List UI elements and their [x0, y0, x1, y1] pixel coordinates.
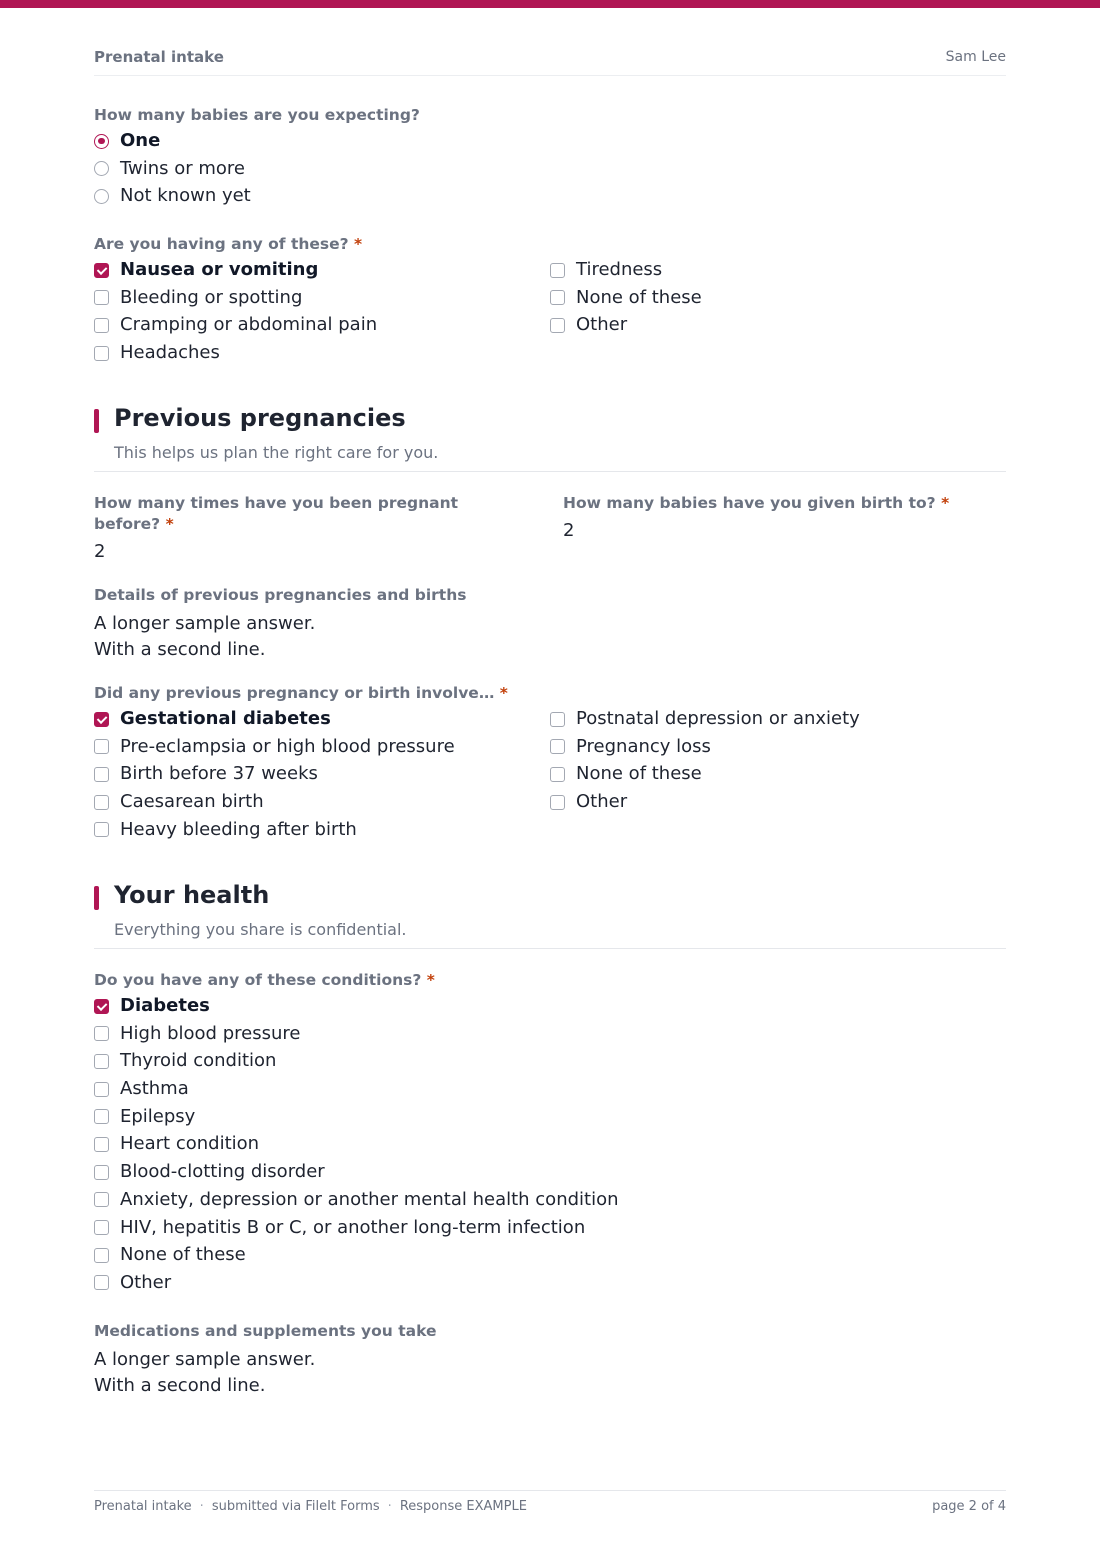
checkbox-icon[interactable] — [94, 1192, 109, 1207]
required-marker: * — [941, 494, 950, 512]
checkbox-postnatal-depression[interactable] — [550, 705, 860, 733]
checkbox-headaches[interactable] — [94, 339, 377, 367]
checkbox-icon[interactable] — [550, 767, 565, 782]
question-previous-complications — [94, 683, 1006, 853]
checkbox-icon[interactable] — [94, 1220, 109, 1235]
option-label: HIV, hepatitis B or C, or another long-term infection — [120, 1216, 586, 1238]
radio-icon[interactable] — [94, 189, 109, 204]
option-label: Anxiety, depression or another mental health condition — [120, 1188, 619, 1210]
option-label: Other — [576, 791, 628, 813]
checkbox-icon[interactable] — [550, 290, 565, 305]
question-label — [94, 970, 1006, 991]
option-label: Caesarean birth — [120, 791, 264, 813]
option-label: Other — [120, 1271, 172, 1293]
required-marker: * — [354, 235, 363, 253]
radio-option-twins[interactable] — [94, 155, 1006, 183]
checkbox-mental-health[interactable] — [94, 1186, 1006, 1214]
question-pregnancy-details — [94, 585, 1006, 663]
question-babies-born — [563, 493, 1006, 544]
question-text: How many times have you been pregnant before? — [94, 494, 459, 533]
option-label: Other — [576, 314, 628, 336]
required-marker: * — [426, 971, 435, 989]
checkbox-other[interactable] — [94, 1269, 1006, 1297]
checkbox-icon[interactable] — [94, 1026, 109, 1041]
checkbox-thyroid[interactable] — [94, 1047, 1006, 1075]
answer-line: A longer sample answer. — [94, 1349, 316, 1370]
answer-line: A longer sample answer. — [94, 613, 316, 634]
option-label: Pre-eclampsia or high blood pressure — [120, 735, 455, 757]
checkbox-icon[interactable] — [550, 739, 565, 754]
option-label: Bleeding or spotting — [120, 286, 303, 308]
checkbox-icon[interactable] — [550, 263, 565, 278]
answer-line: With a second line. — [94, 1375, 266, 1396]
question-medications — [94, 1321, 1006, 1399]
checkbox-icon[interactable] — [94, 1165, 109, 1180]
section-accent-bar — [94, 409, 99, 433]
footer-separator: · — [387, 1499, 392, 1514]
option-label: Diabetes — [120, 995, 210, 1016]
required-marker: * — [165, 515, 174, 533]
footer-submitted: submitted via FileIt Forms — [211, 1499, 380, 1514]
option-label: Gestational diabetes — [120, 708, 331, 729]
option-label: Heart condition — [120, 1133, 260, 1155]
question-label — [94, 234, 1006, 255]
checkbox-caesarean[interactable] — [94, 788, 455, 816]
question-babies-expected — [94, 105, 1006, 210]
form-title: Prenatal intake — [94, 48, 224, 66]
checkbox-epilepsy[interactable] — [94, 1103, 1006, 1131]
section-title: Your health — [114, 881, 270, 909]
checkbox-heavy-bleeding[interactable] — [94, 816, 455, 844]
question-label — [94, 493, 494, 535]
option-label: Thyroid condition — [120, 1050, 277, 1072]
checkbox-none[interactable] — [550, 284, 702, 312]
checkbox-tiredness[interactable] — [550, 256, 702, 284]
section-your-health — [94, 881, 1006, 949]
checkbox-bleeding[interactable] — [94, 284, 377, 312]
option-label: High blood pressure — [120, 1022, 301, 1044]
footer-response-id: Response EXAMPLE — [399, 1499, 527, 1514]
checkbox-checked-icon[interactable] — [94, 999, 109, 1014]
checkbox-checked-icon[interactable] — [94, 712, 109, 727]
option-label: Twins or more — [120, 157, 246, 179]
checkbox-icon[interactable] — [94, 1275, 109, 1290]
checkbox-icon[interactable] — [94, 290, 109, 305]
checkbox-cramping[interactable] — [94, 311, 377, 339]
radio-selected-icon[interactable] — [94, 134, 109, 149]
answer-value: 2 — [563, 520, 575, 541]
question-symptoms — [94, 234, 1006, 374]
checkbox-high-blood-pressure[interactable] — [94, 1020, 1006, 1048]
radio-option-not-known[interactable] — [94, 182, 1006, 210]
option-label: Heavy bleeding after birth — [120, 818, 357, 840]
footer-meta — [94, 1499, 527, 1514]
checkbox-other[interactable] — [550, 788, 860, 816]
radio-option-one[interactable] — [94, 127, 1006, 155]
checkbox-icon[interactable] — [94, 822, 109, 837]
checkbox-pre-eclampsia[interactable] — [94, 733, 455, 761]
option-label: Headaches — [120, 342, 220, 364]
page-header — [94, 48, 1006, 76]
checkbox-checked-icon[interactable] — [94, 263, 109, 278]
checkbox-icon[interactable] — [94, 795, 109, 810]
checkbox-none[interactable] — [94, 1241, 1006, 1269]
question-text: Did any previous pregnancy or birth involve… — [94, 684, 495, 702]
checkbox-heart-condition[interactable] — [94, 1130, 1006, 1158]
page-number: page 2 of 4 — [932, 1499, 1006, 1514]
checkbox-nausea[interactable] — [94, 256, 377, 284]
checkbox-icon[interactable] — [550, 318, 565, 333]
checkbox-icon[interactable] — [94, 1109, 109, 1124]
answer-value: 2 — [94, 541, 106, 562]
question-label — [563, 493, 1006, 514]
option-label: None of these — [120, 1244, 246, 1266]
option-label: One — [120, 130, 161, 151]
required-marker: * — [499, 684, 508, 702]
top-accent-bar — [0, 0, 1100, 8]
checkbox-preterm-birth[interactable] — [94, 760, 455, 788]
checkbox-diabetes[interactable] — [94, 992, 1006, 1020]
radio-icon[interactable] — [94, 161, 109, 176]
section-subtitle: This helps us plan the right care for you. — [114, 443, 439, 462]
checkbox-icon[interactable] — [94, 739, 109, 754]
option-label: Cramping or abdominal pain — [120, 314, 378, 336]
checkbox-gestational-diabetes[interactable] — [94, 705, 455, 733]
option-label: Postnatal depression or anxiety — [576, 708, 860, 729]
checkbox-icon[interactable] — [550, 795, 565, 810]
checkbox-blood-clotting[interactable] — [94, 1158, 1006, 1186]
option-label: Tiredness — [576, 259, 663, 280]
checkbox-icon[interactable] — [550, 712, 565, 727]
question-label: Medications and supplements you take — [94, 1322, 437, 1340]
footer-separator: · — [199, 1499, 204, 1514]
checkbox-icon[interactable] — [94, 346, 109, 361]
question-times-pregnant — [94, 493, 494, 565]
page-footer — [94, 1490, 1006, 1520]
footer-form-name: Prenatal intake — [94, 1499, 192, 1514]
section-title: Previous pregnancies — [114, 404, 406, 432]
option-label: None of these — [576, 763, 702, 785]
section-previous-pregnancies — [94, 404, 1006, 472]
question-label: Details of previous pregnancies and births — [94, 586, 467, 604]
checkbox-other[interactable] — [550, 311, 702, 339]
option-label: Nausea or vomiting — [120, 259, 319, 280]
checkbox-icon[interactable] — [94, 767, 109, 782]
answer-line: With a second line. — [94, 639, 266, 660]
checkbox-icon[interactable] — [94, 318, 109, 333]
checkbox-icon[interactable] — [94, 1248, 109, 1263]
option-label: Asthma — [120, 1078, 189, 1100]
checkbox-asthma[interactable] — [94, 1075, 1006, 1103]
checkbox-icon[interactable] — [94, 1054, 109, 1069]
respondent-name: Sam Lee — [945, 49, 1006, 65]
option-label: Birth before 37 weeks — [120, 763, 318, 785]
question-text: How many babies have you given birth to? — [563, 494, 936, 512]
question-text: Are you having any of these? — [94, 235, 349, 253]
section-subtitle: Everything you share is confidential. — [114, 920, 407, 939]
option-label: Not known yet — [120, 185, 251, 207]
question-label — [94, 683, 1006, 704]
checkbox-none[interactable] — [550, 760, 860, 788]
question-text: Do you have any of these conditions? — [94, 971, 422, 989]
checkbox-long-term-infection[interactable] — [94, 1214, 1006, 1242]
question-conditions — [94, 970, 1006, 1297]
option-label: Pregnancy loss — [576, 735, 711, 757]
checkbox-pregnancy-loss[interactable] — [550, 733, 860, 761]
option-label: Epilepsy — [120, 1105, 196, 1127]
checkbox-icon[interactable] — [94, 1137, 109, 1152]
section-accent-bar — [94, 886, 99, 910]
option-label: Blood-clotting disorder — [120, 1161, 325, 1183]
question-label: How many babies are you expecting? — [94, 106, 420, 124]
checkbox-icon[interactable] — [94, 1082, 109, 1097]
option-label: None of these — [576, 286, 702, 308]
